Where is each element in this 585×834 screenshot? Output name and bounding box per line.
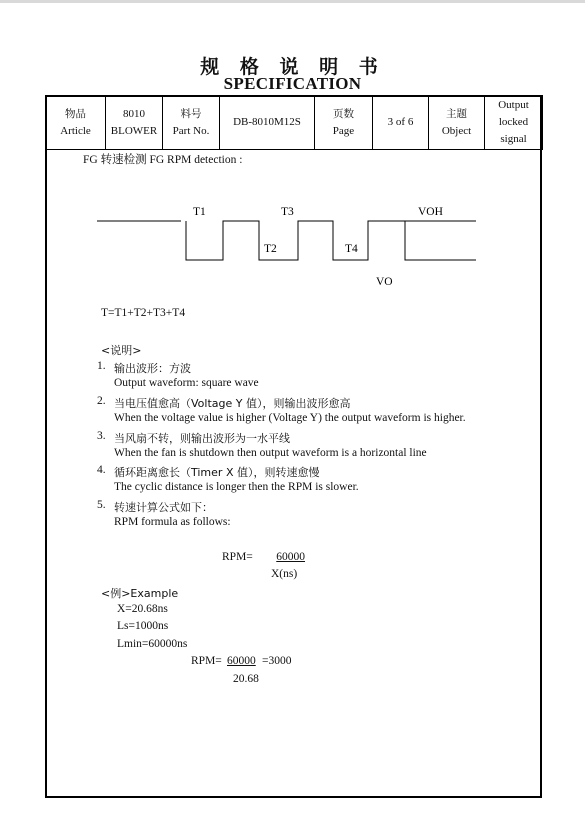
formula-total: T=T1+T2+T3+T4 <box>101 307 186 319</box>
waveform-label-t1: T1 <box>193 206 206 218</box>
waveform-label-t4: T4 <box>345 243 358 255</box>
page-label-en: Page <box>332 124 355 137</box>
page-label-cn: 页数 <box>333 107 354 120</box>
article-label-cn: 物品 <box>65 107 86 120</box>
note-3-en: When the fan is shutdown then output waveform is a horizontal line <box>114 447 427 459</box>
note-2-cn: 当电压值愈高（Voltage Y 值），则输出波形愈高 <box>114 397 351 410</box>
note-5-en: RPM formula as follows: <box>114 516 231 528</box>
article-label-en: Article <box>60 124 91 137</box>
part-value: DB-8010M12S <box>233 116 301 128</box>
note-3-cn: 当风扇不转，则输出波形为一水平线 <box>114 432 290 445</box>
example-x: X=20.68ns <box>117 603 168 615</box>
note-1-number: 1. <box>97 360 106 372</box>
note-2-en: When the voltage value is higher (Voltage Y) the output waveform is higher. <box>114 412 466 424</box>
object-label-cn: 主题 <box>446 107 467 120</box>
example-calc-result: =3000 <box>262 655 292 667</box>
note-2-number: 2. <box>97 395 106 407</box>
example-calc-lhs: RPM= <box>191 655 222 667</box>
note-5-number: 5. <box>97 499 106 511</box>
note-1-cn: 输出波形：方波 <box>114 362 191 375</box>
note-4-en: The cyclic distance is longer then the RPM is slower. <box>114 481 359 493</box>
waveform-trace <box>97 221 476 260</box>
waveform-label-t3: T3 <box>281 206 294 218</box>
example-heading: <例>Example <box>101 587 179 600</box>
rpm-formula-lhs: RPM= <box>222 551 253 563</box>
object-label-en: Object <box>441 124 472 137</box>
note-5-cn: 转速计算公式如下： <box>114 501 213 514</box>
object-value-line2: locked <box>498 116 529 128</box>
waveform-label-voh: VOH <box>418 206 443 218</box>
object-value-line1: Output <box>498 99 529 111</box>
title-chinese: 规 格 说 明 书 <box>200 56 385 78</box>
page-value: 3 of 6 <box>387 116 414 128</box>
article-value-line1: 8010 <box>123 107 145 120</box>
article-value-line2: BLOWER <box>110 124 158 137</box>
example-calc-numerator: 60000 <box>227 655 256 667</box>
part-label-en: Part No. <box>172 124 210 137</box>
waveform-label-vo: VO <box>376 276 393 288</box>
object-value-line3: signal <box>500 133 527 145</box>
note-1-en: Output waveform: square wave <box>114 377 259 389</box>
note-4-cn: 循环距离愈长（Timer X 值），则转速愈慢 <box>114 466 320 479</box>
part-label-cn: 料号 <box>180 107 202 120</box>
notes-heading: <说明> <box>101 344 142 357</box>
note-4-number: 4. <box>97 464 106 476</box>
example-ls: Ls=1000ns <box>117 620 169 632</box>
example-calc-denominator: 20.68 <box>233 673 259 685</box>
title-english: SPECIFICATION <box>223 74 362 93</box>
waveform-label-t2: T2 <box>264 243 277 255</box>
note-3-number: 3. <box>97 430 106 442</box>
rpm-formula-numerator: 60000 <box>276 551 305 563</box>
rpm-formula-denominator: X(ns) <box>271 568 298 580</box>
example-lmin: Lmin=60000ns <box>117 638 188 650</box>
section-heading: FG 转速检测 FG RPM detection : <box>83 154 243 166</box>
